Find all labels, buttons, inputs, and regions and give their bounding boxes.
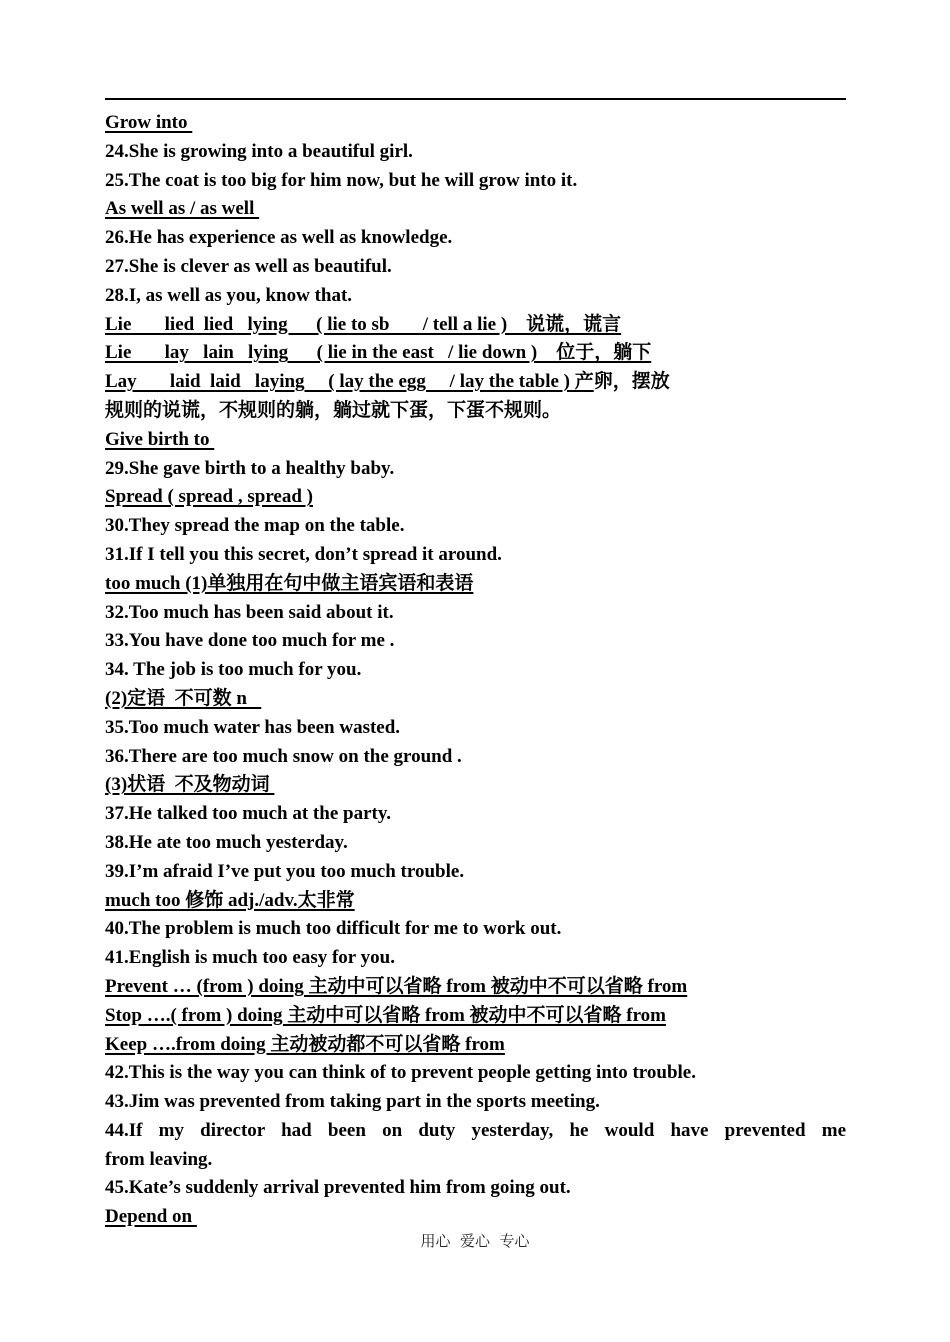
section-heading	[105, 1002, 846, 1031]
section-heading	[105, 887, 846, 916]
section-heading	[105, 311, 846, 340]
line-text: much too 修饰 adj./adv.太非常	[105, 889, 355, 911]
line-text: 44.If my director had been on duty yesterday, he would have prevented me	[105, 1119, 846, 1141]
section-heading	[105, 339, 846, 368]
section-heading	[105, 483, 846, 512]
section-heading	[105, 109, 846, 138]
line-text: 40.The problem is much too difficult for me to work out.	[105, 918, 562, 940]
line-text: 29.She gave birth to a healthy baby.	[105, 457, 395, 479]
line-text: 37.He talked too much at the party.	[105, 803, 392, 825]
text-line	[105, 800, 846, 829]
line-text: Lay laid laid laying ( lay the egg / lay the table ) 产	[105, 371, 594, 393]
section-heading	[105, 973, 846, 1002]
line-text: 34. The job is too much for you.	[105, 659, 362, 681]
line-text: 规则的说谎，不规则的躺，躺过就下蛋，下蛋不规则。	[105, 399, 562, 421]
line-text: from leaving.	[105, 1148, 213, 1170]
line-tail-text: 卵，摆放	[593, 371, 670, 393]
section-heading	[105, 426, 846, 455]
line-text: 39.I’m afraid I’ve put you too much trouble.	[105, 860, 465, 882]
text-line	[105, 1088, 846, 1117]
line-text: Lie lied lied lying ( lie to sb / tell a lie ) 说谎，谎言	[105, 313, 622, 335]
section-heading	[105, 1203, 846, 1232]
text-line	[105, 1174, 846, 1203]
line-text: As well as / as well	[105, 198, 260, 220]
header-rule	[105, 98, 846, 100]
line-text: Lie lay lain lying ( lie in the east / lie down ) 位于，躺下	[105, 342, 652, 364]
page-footer: 用心 爱心 专心	[420, 1232, 530, 1250]
line-text: 38.He ate too much yesterday.	[105, 831, 348, 853]
text-line	[105, 944, 846, 973]
line-text: 42.This is the way you can think of to prevent people getting into trouble.	[105, 1062, 696, 1084]
text-line	[105, 627, 846, 656]
line-text: 25.The coat is too big for him now, but he will grow into it.	[105, 169, 578, 191]
text-line	[105, 656, 846, 685]
text-line	[105, 829, 846, 858]
text-line	[105, 714, 846, 743]
section-heading	[105, 771, 846, 800]
text-line	[105, 915, 846, 944]
text-line	[105, 167, 846, 196]
line-text: too much (1)单独用在句中做主语宾语和表语	[105, 572, 474, 594]
section-heading	[105, 368, 846, 397]
line-text: 32.Too much has been said about it.	[105, 601, 394, 623]
line-text: 26.He has experience as well as knowledge.	[105, 227, 453, 249]
text-line	[105, 253, 846, 282]
line-text: (3)状语 不及物动词	[105, 774, 275, 796]
text-line	[105, 1146, 846, 1175]
line-text: Spread ( spread , spread )	[105, 486, 313, 508]
line-text: Keep ….from doing 主动被动都不可以省略 from	[105, 1033, 505, 1055]
line-text: 24.She is growing into a beautiful girl.	[105, 140, 413, 162]
text-line	[105, 224, 846, 253]
line-text: Stop ….( from ) doing 主动中可以省略 from 被动中不可以省略 from	[105, 1004, 667, 1026]
text-line	[105, 397, 846, 426]
line-text: (2)定语 不可数 n	[105, 687, 262, 709]
line-text: 41.English is much too easy for you.	[105, 947, 395, 969]
text-line	[105, 512, 846, 541]
section-heading	[105, 685, 846, 714]
line-text: Prevent … (from ) doing 主动中可以省略 from 被动中不可以省略 from	[105, 975, 688, 997]
document-body	[105, 109, 846, 1232]
text-line	[105, 455, 846, 484]
line-text: 33.You have done too much for me .	[105, 630, 395, 652]
line-text: Depend on	[105, 1206, 197, 1228]
text-line	[105, 282, 846, 311]
line-text: Grow into	[105, 112, 193, 133]
text-line	[105, 138, 846, 167]
text-line	[105, 858, 846, 887]
line-text: 36.There are too much snow on the ground .	[105, 745, 462, 767]
line-text: 45.Kate’s suddenly arrival prevented him from going out.	[105, 1177, 571, 1199]
line-text: 27.She is clever as well as beautiful.	[105, 255, 392, 277]
text-line	[105, 1059, 846, 1088]
line-text: 31.If I tell you this secret, don’t spread it around.	[105, 543, 502, 565]
text-line	[105, 1117, 846, 1146]
text-line	[105, 743, 846, 772]
line-text: 35.Too much water has been wasted.	[105, 716, 401, 738]
section-heading	[105, 195, 846, 224]
text-line	[105, 599, 846, 628]
line-text: Give birth to	[105, 428, 215, 450]
line-text: 28.I, as well as you, know that.	[105, 284, 353, 306]
line-text: 43.Jim was prevented from taking part in the sports meeting.	[105, 1091, 600, 1113]
line-text: 30.They spread the map on the table.	[105, 515, 405, 537]
text-line	[105, 541, 846, 570]
section-heading	[105, 570, 846, 599]
section-heading	[105, 1031, 846, 1060]
